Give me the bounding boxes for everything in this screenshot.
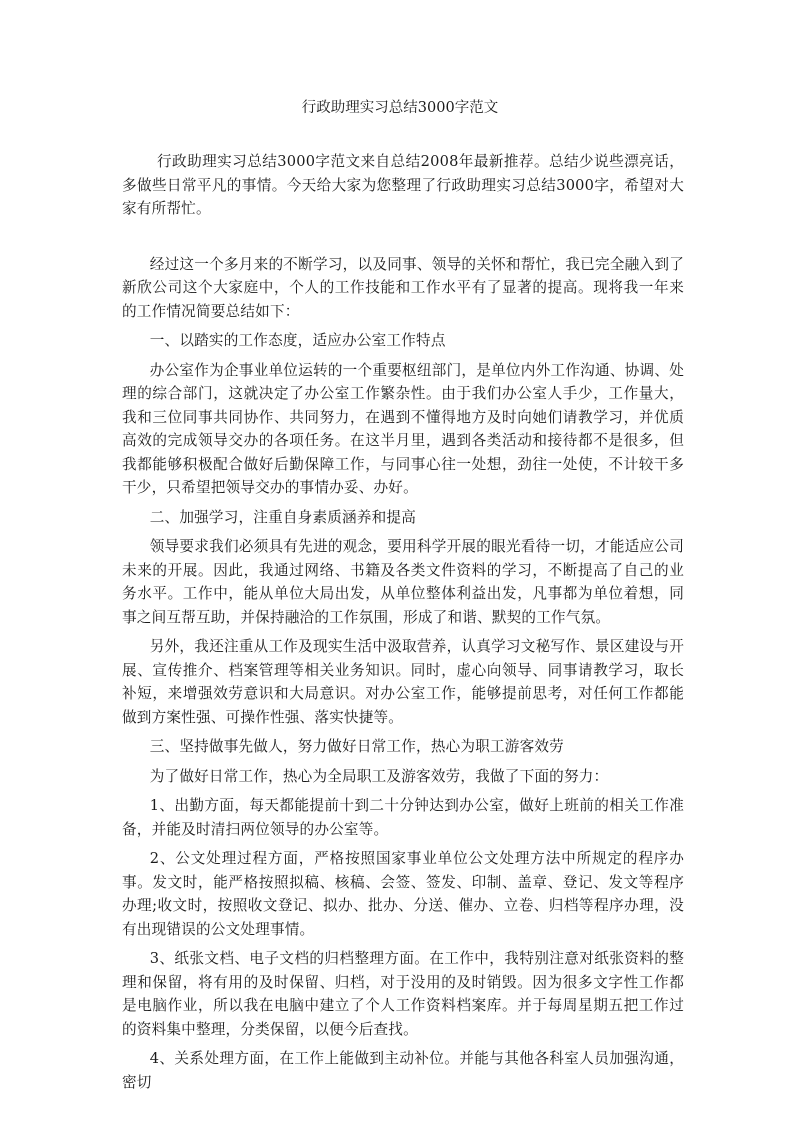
paragraph-additionally: 另外，我还注重从工作及现实生活中汲取营养，认真学习文秘写作、景区建设与开展、宣传推介、档案管理等相关业务知识。同时，虚心向领导、同事请教学习，取长补短，来增强效劳意识和大局意识。对办公室工作，能够提前思考，对任何工作都能做到方案性强、可操作性强、落实快捷等。 xyxy=(122,638,684,726)
paragraph-office-work: 办公室作为企事业单位运转的一个重要枢纽部门，是单位内外工作沟通、协调、处理的综合部门，这就决定了办公室工作繁杂性。由于我们办公室人手少，工作量大，我和三位同事共同协作、共同努力，在遇到不懂得地方及时向她们请教学习，并优质高效的完成领导交办的各项任务。在这半月里，遇到各类活动和接待都不是很多，但我都能够积极配合做好后勤保障工作，与同事心往一处想，劲往一处使，不计较干多干少，只希望把领导交办的事情办妥、办好。 xyxy=(122,361,684,496)
list-item-archiving: 3、纸张文档、电子文档的归档整理方面。在工作中，我特别注意对纸张资料的整理和保留，将有用的及时保留、归档，对于没用的及时销毁。因为很多文字性工作都是电脑作业，所以我在电脑中建立了个人工作资料档案库。并于每周星期五把工作过的资料集中整理，分类保留，以便今后查找。 xyxy=(122,950,684,1038)
document-body xyxy=(122,150,684,1100)
paragraph-efforts-intro: 为了做好日常工作，热心为全局职工及游客效劳，我做了下面的努力： xyxy=(149,767,609,785)
intro-paragraph: 行政助理实习总结3000字范文来自总结2008年最新推荐。总结少说些漂亮话，多做些日常平凡的事情。今天给大家为您整理了行政助理实习总结3000字，希望对大家有所帮忙。 xyxy=(122,153,684,217)
list-item-attendance: 1、出勤方面，每天都能提前十到二十分钟达到办公室，做好上班前的相关工作准备，并能及时清扫两位领导的办公室等。 xyxy=(122,797,684,838)
paragraph-learning: 领导要求我们必须具有先进的观念，要用科学开展的眼光看待一切，才能适应公司未来的开展。因此，我通过网络、书籍及各类文件资料的学习，不断提高了自己的业务水平。工作中，能从单位大局出发，从单位整体利益出发，凡事都为单位着想，同事之间互帮互助，并保持融洽的工作氛围，形成了和谐、默契的工作气氛。 xyxy=(122,538,684,626)
section-heading-3: 三、坚持做事先做人，努力做好日常工作，热心为职工游客效劳 xyxy=(149,738,564,755)
list-item-relations: 4、关系处理方面，在工作上能做到主动补位。并能与其他各科室人员加强沟通，密切 xyxy=(122,1050,684,1091)
paragraph-opening: 经过这一个多月来的不断学习，以及同事、领导的关怀和帮忙，我已完全融入到了新欣公司这个大家庭中，个人的工作技能和工作水平有了显著的提高。现将我一年来的工作情况简要总结如下： xyxy=(122,255,684,320)
list-item-document-processing: 2、公文处理过程方面，严格按照国家事业单位公文处理方法中所规定的程序办事。发文时，能严格按照拟稿、核稿、会签、签发、印制、盖章、登记、发文等程序办理;收文时，按照收文登记、拟办、批办、分送、催办、立卷、归档等程序办理，没有出现错误的公文处理事情。 xyxy=(122,850,684,938)
document-title: 行政助理实习总结3000字范文 xyxy=(301,100,499,116)
section-heading-2: 二、加强学习，注重自身素质涵养和提高 xyxy=(149,508,417,526)
section-heading-1: 一、以踏实的工作态度，适应办公室工作特点 xyxy=(149,332,446,349)
